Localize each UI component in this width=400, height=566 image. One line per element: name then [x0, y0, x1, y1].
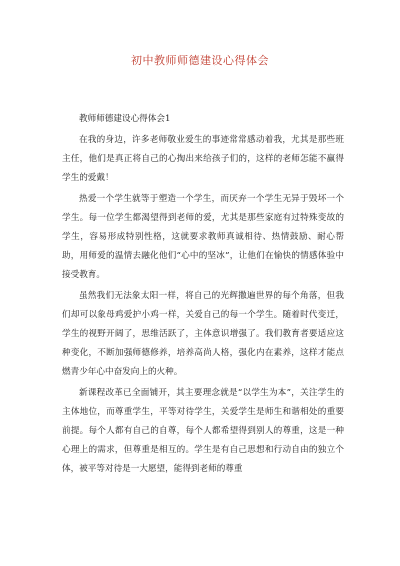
paragraph: 新课程改革已全面铺开，其主要理念就是“以学生为本”，关注学生的主体地位，而尊重学生，平等对待学生，关爱学生是师生和谐相处的重要前提。每个人都有自己的自尊，每个人都希望得到别人的尊重，这是一种心理上的需求，但尊重是相互的。学生是有自己思想和行动自由的独立个体，被平等对待是一大愿望，能得到老师的尊重	[62, 388, 344, 474]
paragraph: 在我的身边，许多老师敬业爱生的事迹常常感动着我，尤其是那些班主任，他们是真正将自己的心掏出来给孩子们的，这样的老师怎能不赢得学生的爱戴！	[62, 135, 344, 183]
paragraph: 虽然我们无法象太阳一样，将自己的光辉撒遍世界的每个角落，但我们却可以象母鸡爱护小鸡一样，关爱自己的每一个学生。随着时代变迁，学生的视野开阔了，思维活跃了，主体意识增强了。我们教育者要适应这种变化，不断加强师德修养，培养高尚人格，强化内在素养，这样才能点燃青少年心中奋发向上的火种。	[62, 291, 344, 377]
document-title: 初中教师师德建设心得体会	[131, 54, 269, 67]
paragraph: 热爱一个学生就等于塑造一个学生，而厌弃一个学生无异于毁坏一个学生。每一位学生都渴望得到老师的爱，尤其是那些家庭有过特殊变故的学生，容易形成特别性格，这就要求教师真诚相待、热情鼓励、耐心帮助，用师爱的温情去融化他们“心中的坚冰”，让他们在愉快的情感体验中接受教育。	[62, 194, 344, 280]
document-body	[62, 110, 344, 481]
section-subtitle: 教师师德建设心得体会1	[79, 114, 171, 124]
